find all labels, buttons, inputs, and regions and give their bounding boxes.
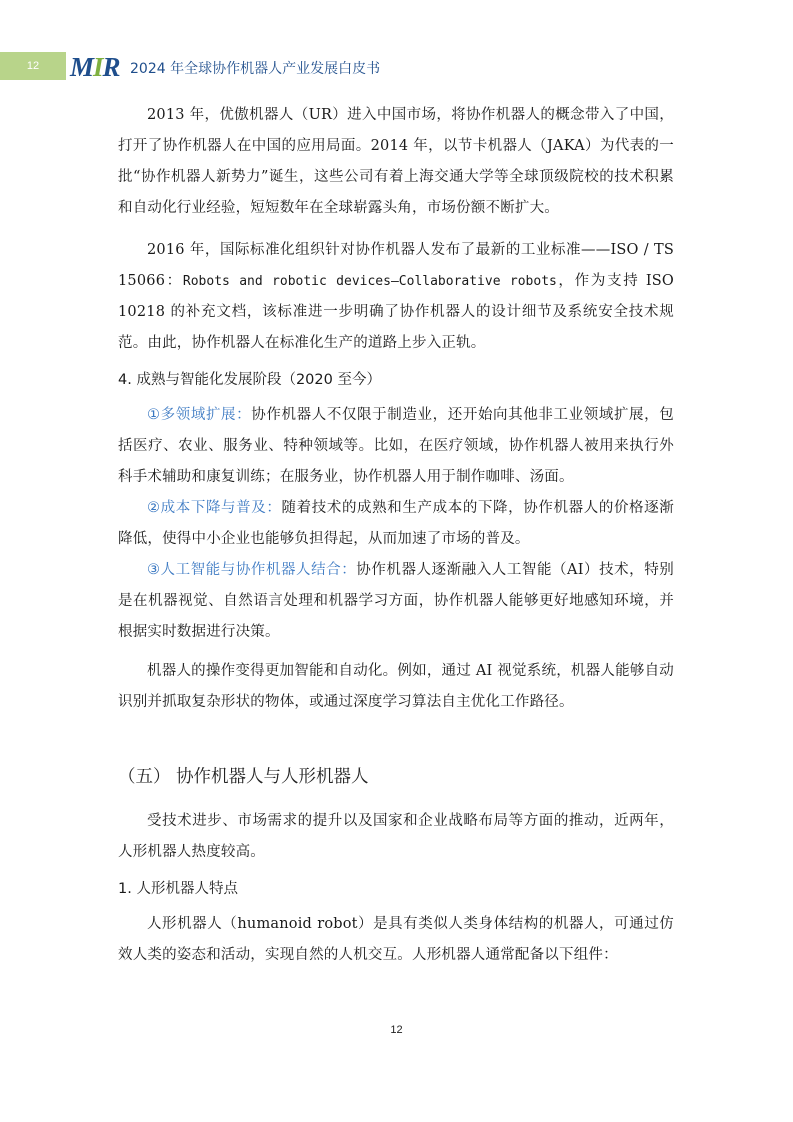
mir-logo	[70, 52, 120, 82]
list-item-text: 协作机器人不仅限于制造业，还开始向其他非工业领域扩展，包括医疗、农业、服务业、特种领域等。比如，在医疗领域，协作机器人被用来执行外科手术辅助和康复训练；在服务业，协作机器人用于制作咖啡、汤面。	[118, 407, 674, 485]
logo-letter-r: R	[102, 52, 120, 82]
paragraph-ur-jaka: 2013 年，优傲机器人（UR）进入中国市场，将协作机器人的概念带入了中国，打开了协作机器人在中国的应用局面。2014 年，以节卡机器人（JAKA）为代表的一批“协作机器人新势力”诞生，这些公司有着上海交通大学等全球顶级院校的技术积累和自动化行业经验，短短数年在全球崭露头角，市场份额不断扩大。	[118, 107, 674, 216]
iso-standard-title: Robots and robotic devices—Collaborative robots	[182, 274, 557, 289]
paragraph-humanoid-trend: 受技术进步、市场需求的提升以及国家和企业战略布局等方面的推动，近两年，人形机器人热度较高。	[118, 813, 674, 860]
header-page-number: 12	[26, 60, 40, 72]
list-item-lead: ①多领域扩展：	[147, 407, 252, 423]
paragraph-iso-standard	[118, 235, 674, 359]
section-heading-5: （五） 协作机器人与人形机器人	[118, 767, 369, 787]
list-item-lead: ③人工智能与协作机器人结合：	[147, 562, 357, 578]
list-item-lead: ②成本下降与普及：	[147, 500, 282, 516]
list-item-cost	[118, 493, 674, 555]
iso-text-after: ，作为支持 ISO 10218 的补充文档，该标准进一步明确了协作机器人的设计细节及系统安全技术规范。由此，协作机器人在标准化生产的道路上步入正轨。	[118, 273, 675, 351]
iso-text-before: 2016 年，国际标准化组织针对协作机器人发布了最新的工业标准——ISO / TS 15066：	[118, 242, 674, 289]
document-body	[118, 100, 674, 971]
list-item-text: 随着技术的成熟和生产成本的下降，协作机器人的价格逐渐降低，使得中小企业也能够负担得起，从而加速了市场的普及。	[118, 500, 674, 547]
subheading-humanoid-features: 1. 人形机器人特点	[118, 881, 238, 897]
list-item-ai	[118, 555, 674, 648]
footer-page-number: 12	[390, 1024, 403, 1036]
logo-letter-m: M	[70, 52, 94, 82]
subheading-stage-4: 4. 成熟与智能化发展阶段（2020 至今）	[118, 372, 381, 388]
logo-letter-i: I	[93, 52, 103, 82]
header-title: 2024 年全球协作机器人产业发展白皮书	[130, 61, 381, 77]
list-item-text: 协作机器人逐渐融入人工智能（AI）技术，特别是在机器视觉、自然语言处理和机器学习方面，协作机器人能够更好地感知环境，并根据实时数据进行决策。	[118, 562, 674, 640]
list-item-multi-domain	[118, 400, 674, 493]
paragraph-humanoid-definition: 人形机器人（humanoid robot）是具有类似人类身体结构的机器人，可通过仿效人类的姿态和活动，实现自然的人机交互。人形机器人通常配备以下组件：	[118, 916, 674, 963]
paragraph-ai-vision: 机器人的操作变得更加智能和自动化。例如，通过 AI 视觉系统，机器人能够自动识别并抓取复杂形状的物体，或通过深度学习算法自主优化工作路径。	[118, 663, 674, 710]
